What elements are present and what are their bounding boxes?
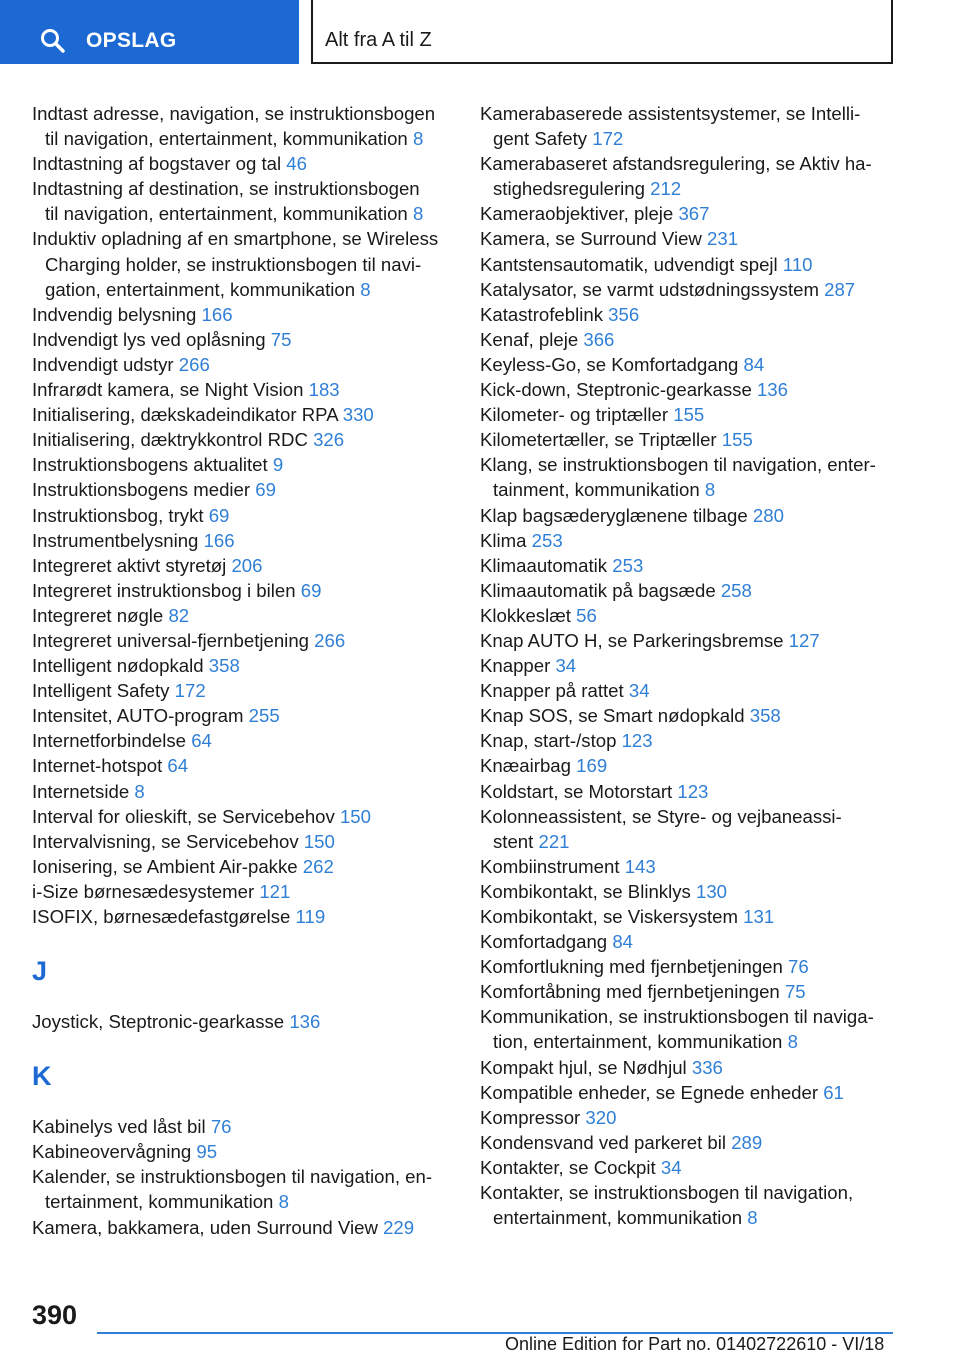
index-entry xyxy=(32,327,462,352)
index-entry-text: Induktiv opladning af en smartphone, se Wireless xyxy=(32,228,439,250)
index-entry xyxy=(480,452,900,502)
index-entry-text: Keyless-Go, se Komfortadgang xyxy=(480,353,744,375)
index-entry-text: Klimaautomatik xyxy=(480,554,613,576)
index-entry-text: tainment, kommunikation xyxy=(493,479,705,501)
page-reference-link[interactable]: 266 xyxy=(314,629,346,651)
index-entry xyxy=(32,753,462,778)
index-entry xyxy=(480,929,900,954)
index-entry-text: Kombikontakt, se Blinklys xyxy=(480,880,696,902)
page-reference-link[interactable]: 84 xyxy=(612,931,633,953)
index-entry-text: Intervalvisning, se Servicebehov xyxy=(32,830,304,852)
index-entry-text: til navigation, entertainment, kommunikation xyxy=(45,128,413,150)
index-entry xyxy=(480,703,900,728)
index-entry-text: Kondensvand ved parkeret bil xyxy=(480,1131,732,1153)
index-entry-text: Kantstensautomatik, udvendigt spejl xyxy=(480,253,783,275)
page-reference-link[interactable]: 258 xyxy=(720,579,752,601)
index-entry xyxy=(32,553,462,578)
index-entry-text: til navigation, entertainment, kommunikation xyxy=(45,203,413,225)
index-entry-text: Kontakter, se instruktionsbogen til navigation, xyxy=(480,1182,854,1204)
page-reference-link[interactable]: 358 xyxy=(208,655,240,677)
index-entry xyxy=(32,703,462,728)
index-entry xyxy=(480,1155,900,1180)
index-entry xyxy=(480,151,900,201)
page-reference-link[interactable]: 136 xyxy=(289,1011,321,1033)
index-entry xyxy=(32,1114,462,1139)
page-reference-link[interactable]: 212 xyxy=(650,178,682,200)
index-entry xyxy=(32,603,462,628)
page-reference-link[interactable]: 8 xyxy=(360,278,371,300)
index-entry xyxy=(480,779,900,804)
page-reference-link[interactable]: 8 xyxy=(412,203,424,225)
index-entry-text: Kolonneassistent, se Styre- og vejbaneassi- xyxy=(480,805,842,827)
index-entry-text: gent Safety xyxy=(493,128,593,150)
index-entry xyxy=(480,979,900,1004)
index-entry-text: Kamera, bakkamera, uden Surround View xyxy=(32,1216,384,1238)
index-entry xyxy=(32,1164,462,1214)
page-reference-link[interactable]: 123 xyxy=(677,780,709,802)
index-entry xyxy=(480,1004,900,1054)
index-entry xyxy=(480,377,900,402)
page-reference-link[interactable]: 356 xyxy=(608,303,640,325)
page-reference-link[interactable]: 367 xyxy=(678,203,710,225)
page-reference-link[interactable]: 34 xyxy=(628,680,650,702)
page-number: 390 xyxy=(32,1300,78,1330)
index-entry-text: Kompakt hjul, se Nødhjul xyxy=(480,1056,692,1078)
page-reference-link[interactable]: 119 xyxy=(295,906,326,927)
index-entry xyxy=(32,653,462,678)
page-reference-link[interactable]: 320 xyxy=(585,1106,617,1128)
page-reference-link[interactable]: 358 xyxy=(749,705,781,727)
index-entry xyxy=(480,252,900,277)
page-reference-link[interactable]: 64 xyxy=(191,730,212,752)
page-reference-link[interactable]: 253 xyxy=(612,554,644,576)
index-entry xyxy=(480,277,900,302)
page-reference-link[interactable]: 287 xyxy=(824,278,856,300)
index-entry xyxy=(32,176,462,226)
page-reference-link[interactable]: 84 xyxy=(743,353,765,375)
page-reference-link[interactable]: 46 xyxy=(286,153,307,175)
index-entry-text: Intelligent Safety xyxy=(32,680,175,702)
index-entry xyxy=(32,678,462,703)
page-reference-link[interactable]: 8 xyxy=(747,1207,758,1229)
page-reference-link[interactable]: 69 xyxy=(255,479,276,501)
index-entry-text: Knapper på rattet xyxy=(480,680,629,702)
index-entry xyxy=(480,201,900,226)
index-entry xyxy=(32,779,462,804)
index-entry-text: Internetforbindelse xyxy=(32,730,192,752)
index-entry xyxy=(480,1180,900,1230)
index-entry-text: Integreret instruktionsbog i bilen xyxy=(32,579,301,601)
page-reference-link[interactable]: 9 xyxy=(272,454,284,476)
index-entry xyxy=(32,528,462,553)
index-entry xyxy=(480,226,900,251)
index-entry-text: Ionisering, se Ambient Air-pakke xyxy=(32,855,303,877)
index-entry xyxy=(480,1080,900,1105)
index-entry xyxy=(480,653,900,678)
index-entry xyxy=(32,352,462,377)
index-entry-text: Initialisering, dæktrykkontrol RDC xyxy=(32,429,314,451)
page-reference-link[interactable]: 253 xyxy=(531,529,563,551)
index-entry xyxy=(32,728,462,753)
page-reference-link[interactable]: 143 xyxy=(624,855,656,877)
page-reference-link[interactable]: 95 xyxy=(196,1141,218,1163)
index-entry xyxy=(32,804,462,829)
section-tab-opslag[interactable] xyxy=(0,0,299,64)
page-reference-link[interactable]: 69 xyxy=(208,504,230,526)
index-entry-text: Integreret nøgle xyxy=(32,604,169,626)
page-reference-link[interactable]: 266 xyxy=(178,353,210,375)
index-entry-text: Instrumentbelysning xyxy=(32,529,204,551)
index-entry xyxy=(32,1215,462,1240)
index-entry xyxy=(32,452,462,477)
page-reference-link[interactable]: 155 xyxy=(673,404,705,426)
index-entry-text: Komfortlukning med fjernbetjeningen xyxy=(480,956,789,978)
page-reference-link[interactable]: 172 xyxy=(592,128,624,150)
index-entry xyxy=(32,1139,462,1164)
index-entry-text: Indvendigt lys ved oplåsning xyxy=(32,328,271,350)
index-entry-text: Infrarødt kamera, se Night Vision xyxy=(32,379,309,401)
index-entry xyxy=(32,628,462,653)
index-entry xyxy=(32,427,462,452)
index-entry xyxy=(32,101,462,151)
page-reference-link[interactable]: 221 xyxy=(538,830,570,852)
page-reference-link[interactable]: 330 xyxy=(342,404,374,426)
page-reference-link[interactable]: 169 xyxy=(576,755,608,777)
page-reference-link[interactable]: 172 xyxy=(174,680,206,702)
index-entry xyxy=(32,302,462,327)
index-entry-text: Integreret aktivt styretøj xyxy=(32,554,232,576)
index-entry-text: Internet-hotspot xyxy=(32,755,168,777)
index-entry xyxy=(480,603,900,628)
index-entry-text: Kabinelys ved låst bil xyxy=(32,1116,211,1138)
section-label: OPSLAG xyxy=(86,29,177,52)
index-entry-text: Instruktionsbogens aktualitet xyxy=(32,454,273,476)
index-entry-text: Interval for olieskift, se Servicebehov xyxy=(32,805,340,827)
index-entry-text: Klang, se instruktionsbogen til navigation, enter- xyxy=(480,454,876,476)
page-reference-link[interactable]: 121 xyxy=(259,880,291,902)
index-entry-text: Kilometertæller, se Triptæller xyxy=(480,429,722,451)
page-reference-link[interactable]: 123 xyxy=(621,730,653,752)
index-entry xyxy=(480,804,900,854)
index-entry-text: Kamera, se Surround View xyxy=(480,228,708,250)
index-entry-text: Katastrofeblink xyxy=(480,303,609,325)
index-entry xyxy=(480,101,900,151)
index-entry-text: Katalysator, se varmt udstødningssystem xyxy=(480,278,825,300)
page-reference-link[interactable]: 229 xyxy=(383,1216,415,1238)
index-entry xyxy=(32,477,462,502)
index-entry-text: Indvendig belysning xyxy=(32,303,202,325)
index-entry xyxy=(32,503,462,528)
page-reference-link[interactable]: 289 xyxy=(731,1131,763,1153)
index-entry xyxy=(32,1009,462,1034)
page-reference-link[interactable]: 166 xyxy=(201,303,233,325)
page-reference-link[interactable]: 8 xyxy=(787,1031,798,1053)
index-entry-text: Knapper xyxy=(480,655,556,677)
index-entry-text: Intensitet, AUTO-program xyxy=(32,705,249,727)
page-reference-link[interactable]: 76 xyxy=(788,956,809,978)
page-reference-link[interactable]: 326 xyxy=(313,429,345,451)
page-reference-link[interactable]: 136 xyxy=(756,379,788,401)
index-entry-text: Indvendigt udstyr xyxy=(32,353,179,375)
index-entry-text: Integreret universal-fjernbetjening xyxy=(32,629,315,651)
index-entry-text: Indtast adresse, navigation, se instruktionsbogen xyxy=(32,103,436,124)
index-entry xyxy=(480,678,900,703)
page-reference-link[interactable]: 110 xyxy=(782,253,813,275)
page-reference-link[interactable]: 8 xyxy=(278,1191,289,1213)
index-entry xyxy=(480,578,900,603)
index-entry xyxy=(32,578,462,603)
index-column-left xyxy=(32,101,462,1240)
index-letter-heading: J xyxy=(32,956,48,987)
page-reference-link[interactable]: 150 xyxy=(303,830,335,852)
page-reference-link[interactable]: 166 xyxy=(203,529,235,551)
index-entry-text: Kontakter, se Cockpit xyxy=(480,1156,661,1178)
page-reference-link[interactable]: 34 xyxy=(660,1156,682,1178)
index-entry-text: Kalender, se instruktionsbogen til navigation, en- xyxy=(32,1166,433,1188)
page-reference-link[interactable]: 262 xyxy=(302,855,334,877)
index-entry xyxy=(480,628,900,653)
index-entry-text: Intelligent nødopkald xyxy=(32,655,209,677)
index-entry-text: Kick-down, Steptronic-gearkasse xyxy=(480,379,757,401)
index-entry-text: Kabineovervågning xyxy=(32,1141,197,1163)
page-reference-link[interactable]: 82 xyxy=(168,604,190,626)
page-reference-link[interactable]: 8 xyxy=(412,128,424,150)
index-entry-text: Joystick, Steptronic-gearkasse xyxy=(32,1011,290,1033)
index-entry-text: ISOFIX, børnesædefastgørelse xyxy=(32,906,296,927)
index-entry-text: Initialisering, dækskadeindikator RPA xyxy=(32,404,343,426)
index-entry xyxy=(32,904,462,929)
page-reference-link[interactable]: 206 xyxy=(231,554,263,576)
page-reference-link[interactable]: 8 xyxy=(134,780,145,802)
index-entry-text: Koldstart, se Motorstart xyxy=(480,780,678,802)
index-entry xyxy=(480,1130,900,1155)
search-icon xyxy=(40,28,66,54)
index-entry-text: Indtastning af destination, se instruktionsbogen xyxy=(32,178,420,200)
index-entry-text: Kamerabaserede assistentsystemer, se Intelli- xyxy=(480,103,861,124)
index-entry-text: Charging holder, se instruktionsbogen til navi- xyxy=(45,253,422,275)
index-entry xyxy=(480,327,900,352)
index-entry xyxy=(480,352,900,377)
index-entry xyxy=(480,753,900,778)
index-entry-text: Klap bagsæderyglænene tilbage xyxy=(480,504,753,526)
index-entry-text: Kameraobjektiver, pleje xyxy=(480,203,679,225)
index-entry-text: Kombiinstrument xyxy=(480,855,625,877)
index-entry-text: Klima xyxy=(480,529,532,551)
index-entry xyxy=(480,854,900,879)
index-entry-text: Knæairbag xyxy=(480,755,577,777)
page-reference-link[interactable]: 61 xyxy=(823,1081,844,1103)
page-reference-link[interactable]: 231 xyxy=(707,228,739,250)
index-entry xyxy=(480,553,900,578)
page-reference-link[interactable]: 280 xyxy=(752,504,784,526)
edition-text xyxy=(505,1334,884,1355)
index-entry-text: Internetside xyxy=(32,780,135,802)
page-reference-link[interactable]: 130 xyxy=(695,880,728,902)
index-entry-text: Instruktionsbog, trykt xyxy=(32,504,209,526)
index-entry-text: Kompatible enheder, se Egnede enheder xyxy=(480,1081,824,1103)
index-entry-text: tion, entertainment, kommunikation xyxy=(493,1031,788,1053)
page-reference-link[interactable]: 34 xyxy=(555,655,577,677)
index-entry xyxy=(32,226,462,301)
index-entry xyxy=(480,904,900,929)
index-entry-text: tertainment, kommunikation xyxy=(45,1191,279,1213)
index-entry xyxy=(480,302,900,327)
page-reference-link[interactable]: 127 xyxy=(788,629,820,651)
index-column-right xyxy=(480,101,900,1230)
topic-title: Alt fra A til Z xyxy=(325,29,432,51)
topic-box xyxy=(311,0,893,64)
index-entry xyxy=(32,879,462,904)
index-entry-text: Komfortåbning med fjernbetjeningen xyxy=(480,981,785,1003)
page-reference-link[interactable]: 336 xyxy=(691,1056,723,1078)
index-entry xyxy=(480,402,900,427)
index-entry xyxy=(32,151,462,176)
page-reference-link[interactable]: 366 xyxy=(583,328,615,350)
index-entry-text: gation, entertainment, kommunikation xyxy=(45,278,361,300)
index-entry xyxy=(480,528,900,553)
index-entry-text: Kommunikation, se instruktionsbogen til naviga- xyxy=(480,1006,874,1028)
index-entry xyxy=(32,377,462,402)
index-letter-heading: K xyxy=(32,1061,52,1092)
index-entry xyxy=(480,954,900,979)
index-entry xyxy=(480,728,900,753)
page-reference-link[interactable]: 183 xyxy=(308,379,340,401)
index-entry xyxy=(480,1105,900,1130)
index-entry xyxy=(32,402,462,427)
index-entry-text: Komfortadgang xyxy=(480,931,613,953)
index-entry-text: Instruktionsbogens medier xyxy=(32,479,256,501)
index-entry-text: Kompressor xyxy=(480,1106,586,1128)
page-reference-link[interactable]: 69 xyxy=(300,579,322,601)
index-entry-text: Kenaf, pleje xyxy=(480,328,584,350)
index-entry-text: Knap SOS, se Smart nødopkald xyxy=(480,705,750,727)
page-reference-link[interactable]: 155 xyxy=(721,429,753,451)
page-reference-link[interactable]: 75 xyxy=(270,328,292,350)
index-entry xyxy=(480,879,900,904)
index-entry-text: Kamerabaseret afstandsregulering, se Aktiv ha- xyxy=(480,153,872,175)
index-entry xyxy=(32,829,462,854)
edition-label: Online Edition for Part no. 01402722610 - VI/18 xyxy=(505,1334,885,1354)
index-entry xyxy=(480,1055,900,1080)
page-reference-link[interactable]: 150 xyxy=(339,805,371,827)
page-reference-link[interactable]: 8 xyxy=(704,479,716,501)
index-entry-text: i-Size børnesædesystemer xyxy=(32,880,260,902)
index-entry-text: stighedsregulering xyxy=(493,178,651,200)
index-entry xyxy=(32,854,462,879)
index-entry-text: Klokkeslæt xyxy=(480,604,577,626)
index-entry xyxy=(480,503,900,528)
index-entry-text: Klimaautomatik på bagsæde xyxy=(480,579,721,601)
page-reference-link[interactable]: 76 xyxy=(210,1116,232,1138)
index-entry-text: Kilometer- og triptæller xyxy=(480,404,674,426)
index-entry xyxy=(480,427,900,452)
index-entry-text: Knap, start-/stop xyxy=(480,730,622,752)
index-entry-text: entertainment, kommunikation xyxy=(493,1207,748,1229)
page-reference-link[interactable]: 64 xyxy=(167,755,189,777)
page-header xyxy=(0,0,960,66)
page-reference-link[interactable]: 75 xyxy=(784,981,806,1003)
index-entry-text: Indtastning af bogstaver og tal xyxy=(32,153,287,175)
index-entry-text: stent xyxy=(493,830,539,852)
index-entry-text: Kombikontakt, se Viskersystem xyxy=(480,906,744,927)
page-reference-link[interactable]: 255 xyxy=(248,705,280,727)
page-reference-link[interactable]: 56 xyxy=(576,604,597,626)
page-reference-link[interactable]: 131 xyxy=(743,906,775,927)
index-entry-text: Knap AUTO H, se Parkeringsbremse xyxy=(480,629,789,651)
